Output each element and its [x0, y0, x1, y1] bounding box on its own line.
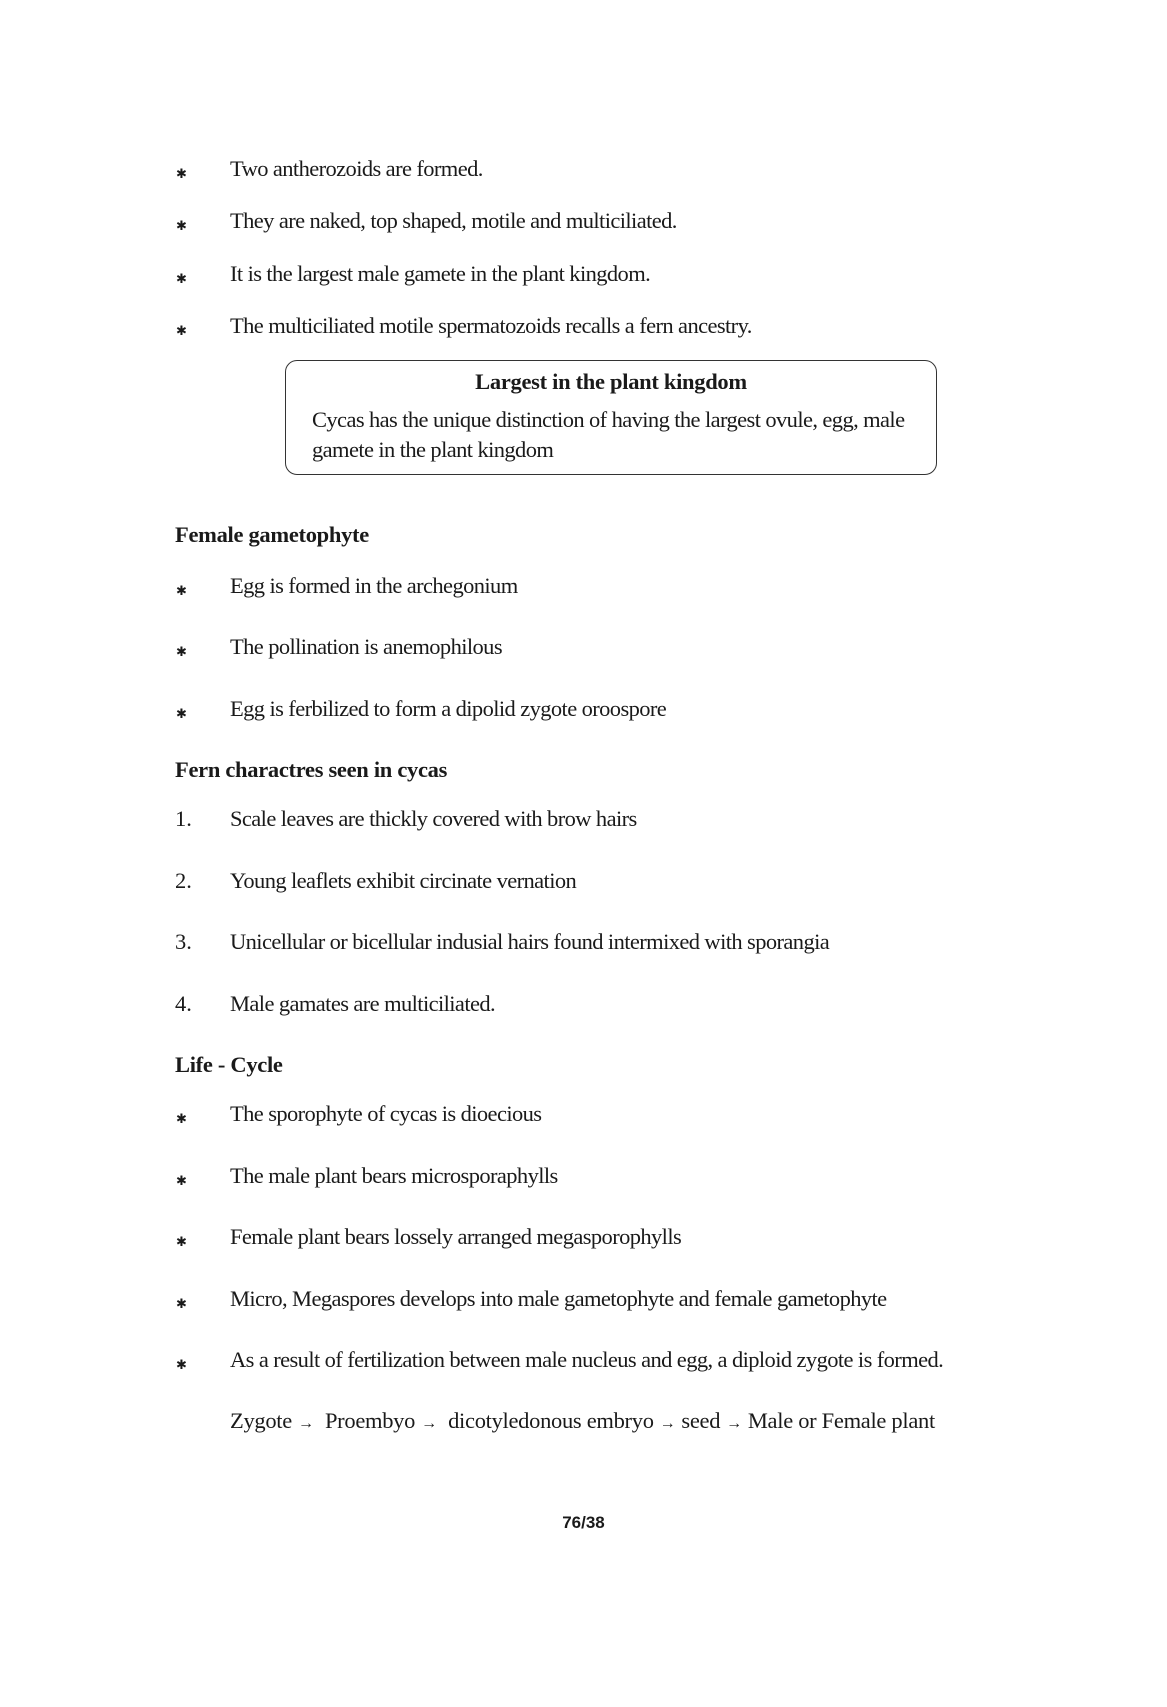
list-item: Female plant bears lossely arranged megasporophylls	[230, 1224, 682, 1249]
list-item: The multiciliated motile spermatozoids recalls a fern ancestry.	[230, 313, 752, 338]
bullet-icon	[176, 214, 186, 234]
bullet-icon	[176, 1107, 186, 1127]
flow-step: Proembyo	[324, 1408, 416, 1433]
bullet-icon	[176, 162, 186, 182]
list-item: The sporophyte of cycas is dioecious	[230, 1101, 542, 1126]
callout-body: Cycas has the unique distinction of having the largest ovule, egg, male gamete in the plant kingdom	[312, 407, 905, 462]
flow-step: Male or Female plant	[747, 1408, 935, 1433]
section-heading-female: Female gametophyte	[175, 522, 369, 547]
bullet-icon	[176, 1230, 186, 1250]
bullet-icon	[176, 267, 186, 287]
flow-step: seed	[681, 1408, 721, 1433]
list-item: Micro, Megaspores develops into male gametophyte and female gametophyte	[230, 1286, 887, 1311]
callout-title: Largest in the plant kingdom	[475, 369, 747, 394]
lifecycle-flow	[230, 1408, 935, 1434]
arrow-right-icon: →	[421, 1415, 437, 1432]
list-number: 3.	[175, 929, 192, 954]
list-item: Two antherozoids are formed.	[230, 156, 483, 181]
list-item: The pollination is anemophilous	[230, 634, 502, 659]
list-item: They are naked, top shaped, motile and multiciliated.	[230, 208, 677, 233]
list-item: Scale leaves are thickly covered with brow hairs	[230, 806, 637, 831]
bullet-icon	[176, 579, 186, 599]
list-item: Unicellular or bicellular indusial hairs found intermixed with sporangia	[230, 929, 830, 954]
bullet-icon	[176, 1169, 186, 1189]
flow-step: dicotyledonous embryo	[448, 1408, 654, 1433]
list-item: Egg is ferbilized to form a dipolid zygote oroospore	[230, 696, 667, 721]
section-heading-fern: Fern charactres seen in cycas	[175, 757, 448, 782]
flow-step: Zygote	[230, 1408, 292, 1433]
bullet-icon	[176, 1353, 186, 1373]
bullet-icon	[176, 640, 186, 660]
bullet-icon	[176, 1292, 186, 1312]
arrow-right-icon: →	[659, 1415, 676, 1432]
bullet-icon	[176, 319, 186, 339]
arrow-right-icon: →	[297, 1415, 314, 1432]
list-number: 1.	[175, 806, 192, 831]
list-item: Young leaflets exhibit circinate vernation	[230, 868, 577, 893]
list-item: As a result of fertilization between male nucleus and egg, a diploid zygote is formed.	[230, 1347, 944, 1372]
list-item: Male gamates are multiciliated.	[230, 991, 496, 1016]
arrow-right-icon: →	[726, 1415, 742, 1432]
list-item: It is the largest male gamete in the plant kingdom.	[230, 261, 651, 286]
list-number: 2.	[175, 868, 192, 893]
list-item: The male plant bears microsporaphylls	[230, 1163, 558, 1188]
page-number: 76/38	[562, 1513, 605, 1532]
list-number: 4.	[175, 991, 192, 1016]
bullet-icon	[176, 702, 186, 722]
section-heading-lifecycle: Life - Cycle	[175, 1052, 283, 1077]
list-item: Egg is formed in the archegonium	[230, 573, 518, 598]
callout-box	[285, 360, 937, 475]
